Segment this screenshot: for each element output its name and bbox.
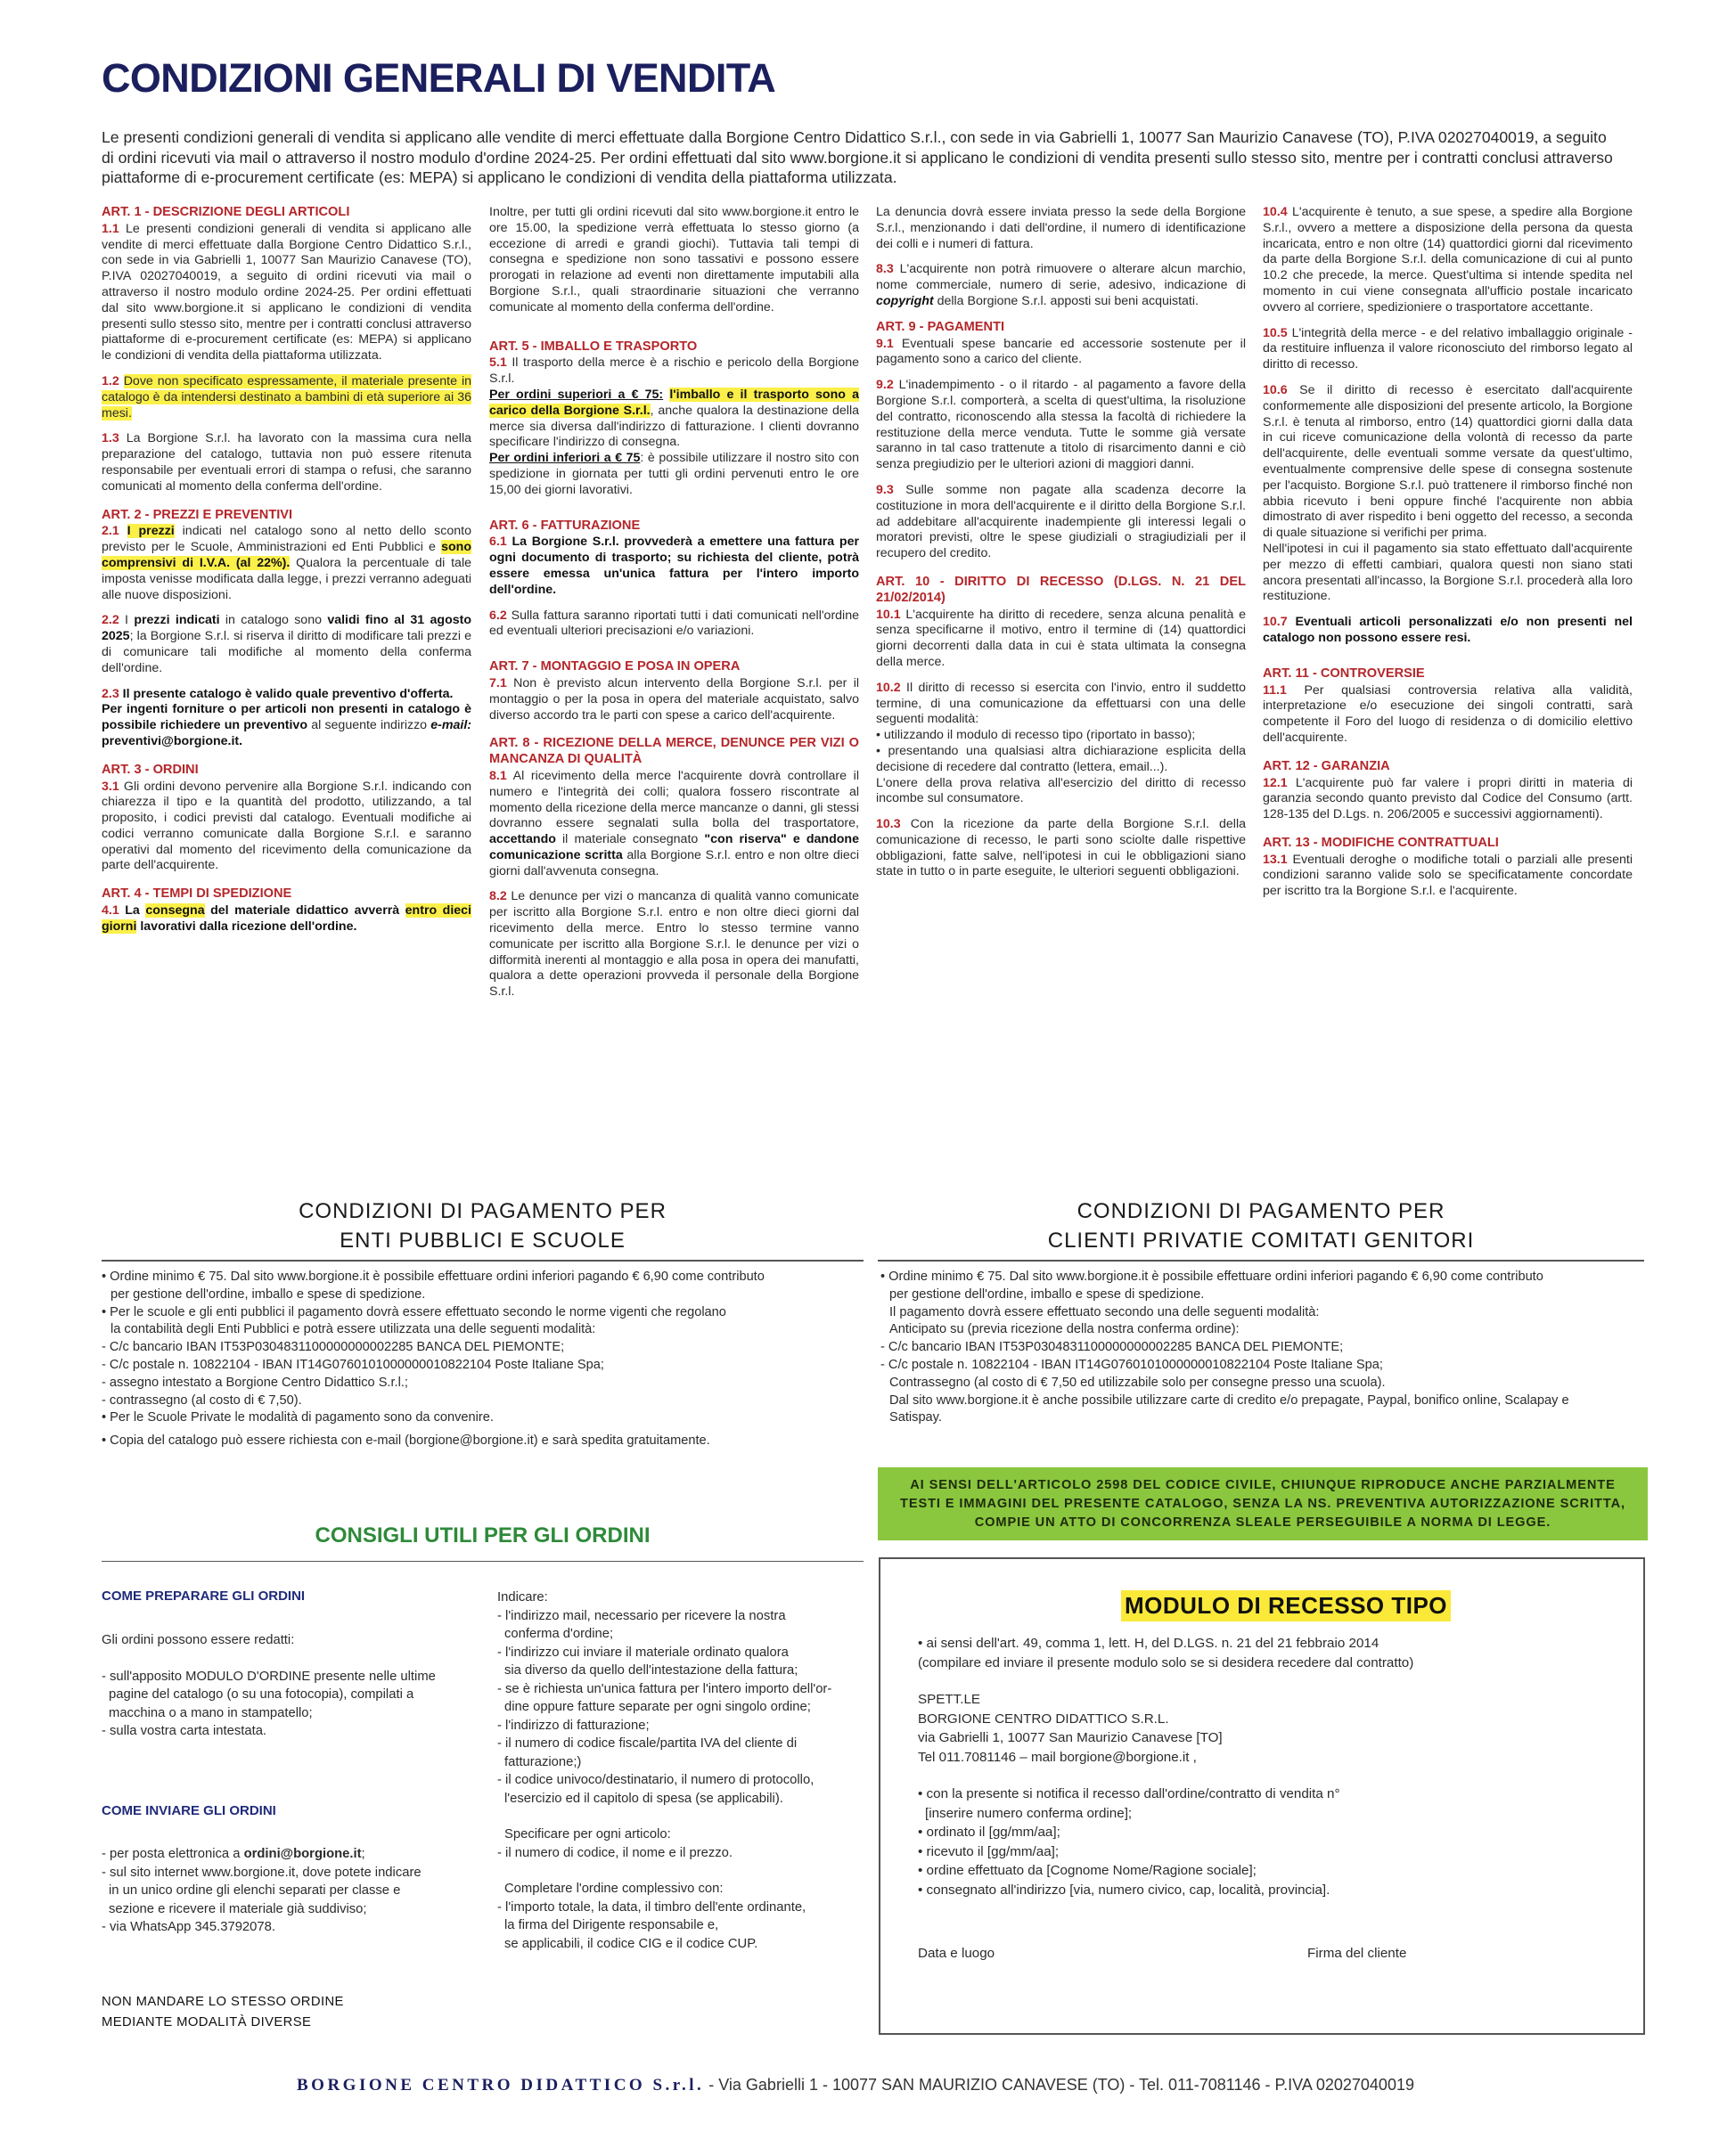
article-paragraph: 8.2 Le denunce per vizi o mancanza di qualità vanno comunicate per iscritto alla Borgione S.r.l. entro e non oltre dieci giorni dal ricevimento della merce. Entro lo stesso termine vanno comunicate per iscritto alla Borgione S.r.l. le denunce per vizi o difformità inerenti al montaggio e alla posa in opera dei manufatti, qualora a dette operazioni provveda il personale della Borgione S.r.l. xyxy=(489,889,859,1000)
list-item: Contrassegno (al costo di € 7,50 ed utilizzabile solo per consegne presso una scuola). xyxy=(889,1375,1386,1390)
payment-private-title: CONDIZIONI DI PAGAMENTO PER CLIENTI PRIVATIE COMITATI GENITORI xyxy=(1047,1199,1475,1253)
list-item: Satispay. xyxy=(889,1410,942,1425)
text-line: • ordinato il [gg/mm/aa]; xyxy=(918,1825,1060,1840)
list-item: • Ordine minimo € 75. Dal sito www.borgione.it è possibile effettuare ordini inferiori pagando € 6,90 come contributo xyxy=(880,1270,1543,1284)
text-line: sia diverso da quello dell'intestazione della fattura; xyxy=(504,1663,798,1678)
order-email-link[interactable]: ordini@borgione.it xyxy=(243,1847,362,1861)
withdrawal-form-body xyxy=(918,1634,1622,1899)
article-paragraph: 6.1 La Borgione S.r.l. provvederà a emettere una fattura per ogni documento di trasporto; su richiesta del cliente, potrà essere emessa un'unica fattura per l'intero importo dell'ordine. xyxy=(489,535,859,597)
article-paragraph: Inoltre, per tutti gli ordini ricevuti dal sito www.borgione.it entro le ore 15.00, la spedizione verrà effettuata lo stesso giorno (a eccezione di arredi e grandi giochi). Tuttavia tali tempi di consegna e spedizione non sono tassativi e possono essere prorogati in relazione ad eventi non direttamente imputabili alla Borgione S.r.l., quali straordinarie situazioni che verranno comunicate al momento della conferma dell'ordine. xyxy=(489,205,859,314)
text-line: (compilare ed inviare il presente modulo solo se si desidera recedere dal contratto) xyxy=(918,1654,1414,1670)
text-line: pagine del catalogo (o su una fotocopia), compilati a xyxy=(109,1687,414,1702)
list-item: • Per le scuole e gli enti pubblici il pagamento dovrà essere effettuato secondo le norme vigenti che regolano xyxy=(102,1304,726,1319)
text-line: l'esercizio ed il capitolo di spesa (se applicabili). xyxy=(504,1791,783,1806)
article-paragraph: Nell'ipotesi in cui il pagamento sia stato effettuato dall'acquirente per mezzo di effetti cambiari, qualora questi non siano stati ancora presentati all'incasso, la Borgione S.r.l. procederà alla loro restituzione. xyxy=(1263,541,1633,604)
article-paragraph: 8.3 L'acquirente non potrà rimuovere o alterare alcun marchio, nome commerciale, numero di serie, adesivo, indicazione di copyright della Borgione S.r.l. apposti sui beni acquistati. xyxy=(876,262,1246,308)
footer-address: - Via Gabrielli 1 - 10077 SAN MAURIZIO CANAVESE (TO) - Tel. 011-7081146 - P.IVA 02027040019 xyxy=(704,2076,1414,2094)
article-paragraph: 10.2 Il diritto di recesso si esercita con l'invio, entro il suddetto termine, di una comunicazione da effettuarsi con una delle seguenti modalità: • utilizzando il modulo di recesso tipo (riportato in basso); • presentando una qualsiasi altra dichiarazione esplicita della decisione di recedere dal contratto (lettera, email...). L'onere della prova relativa all'esercizio del diritto di recesso incombe sul consumatore. xyxy=(876,680,1246,806)
terms-column-4 xyxy=(1263,205,1633,1151)
divider xyxy=(102,1561,864,1562)
article-paragraph: 10.1 L'acquirente ha diritto di recedere, senza alcuna penalità e senza specificarne il motivo, entro il termine di (14) quattordici giorni decorrenti dalla data in cui è stata ultimata la consegna della merce. xyxy=(876,607,1246,669)
list-item: • Ordine minimo € 75. Dal sito www.borgione.it è possibile effettuare ordini inferiori pagando € 6,90 come contributo xyxy=(102,1270,765,1284)
terms-column-1 xyxy=(102,205,471,1151)
article-paragraph: 2.2 I prezzi indicati in catalogo sono validi fino al 31 agosto 2025; la Borgione S.r.l. si riserva il diritto di modificare tali prezzi e di comunicare tali modifiche al momento della conferma dell'ordine. xyxy=(102,613,471,675)
text-line: - l'indirizzo cui inviare il materiale ordinato qualora xyxy=(497,1645,789,1660)
article-heading: ART. 7 - MONTAGGIO E POSA IN OPERA xyxy=(489,659,741,674)
text-line: - l'indirizzo di fatturazione; xyxy=(497,1718,650,1733)
article-paragraph: 1.1 Le presenti condizioni generali di vendita si applicano alle vendite di merci effettuate dalla Borgione Centro Didattico S.r.l., con sede in via Gabrielli 1, 10077 San Maurizio Canavese (TO), P.IVA 02027040019, a seguito di ordini ricevuti via mail o attraverso il nostro modulo ordine 2024-25. Per ordini effettuati dal sito www.borgione.it si applicano le condizioni di vendita presenti sullo stesso sito, mentre per i contratti conclusi attraverso piattaforme di e-procurement certificate (es: MEPA) si applicano le condizioni di vendita della piattaforma utilizzata. xyxy=(102,221,471,363)
article-paragraph: 4.1 La consegna del materiale didattico avverrà entro dieci giorni lavorativi dalla ricezione dell'ordine. xyxy=(102,903,471,934)
copyright-notice: AI SENSI DELL'ARTICOLO 2598 DEL CODICE CIVILE, CHIUNQUE RIPRODUCE ANCHE PARZIALMENTE TESTI E IMMAGINI DEL PRESENTE CATALOGO, SENZA LA NS. PREVENTIVA AUTORIZZAZIONE SCRITTA, COMPIE UN ATTO DI CONCORRENZA SLEALE PERSEGUIBILE A NORMA DI LEGGE. xyxy=(878,1467,1648,1540)
list-item: Il pagamento dovrà essere effettuato secondo una delle seguenti modalità: xyxy=(889,1304,1320,1319)
text-line: - via WhatsApp 345.3792078. xyxy=(102,1920,275,1934)
warning-text: NON MANDARE LO STESSO ORDINE MEDIANTE MODALITÀ DIVERSE xyxy=(102,1995,344,2029)
text-line: Gli ordini possono essere redatti: xyxy=(102,1633,295,1647)
article-heading: ART. 9 - PAGAMENTI xyxy=(876,319,1005,334)
divider xyxy=(102,1260,864,1262)
article-heading: ART. 8 - RICEZIONE DELLA MERCE, DENUNCE PER VIZI O MANCANZA DI QUALITÀ xyxy=(489,736,859,767)
text-line: SPETT.LE xyxy=(918,1692,981,1707)
list-item: • Copia del catalogo può essere richiesta con e-mail (borgione@borgione.it) e sarà spedita gratuitamente. xyxy=(102,1433,710,1449)
order-details-instructions xyxy=(497,1588,867,1953)
article-heading: ART. 4 - TEMPI DI SPEDIZIONE xyxy=(102,886,292,902)
article-paragraph: Per ordini inferiori a € 75: è possibile utilizzare il nostro sito con spedizione in giornata per tutti gli ordini pervenuti entro le ore 15,00 dei giorni lavorativi. xyxy=(489,451,859,497)
list-item: - C/c postale n. 10822104 - IBAN IT14G0760101000000010822104 Poste Italiane Spa; xyxy=(880,1357,1383,1372)
article-paragraph: 2.1 I prezzi indicati nel catalogo sono al netto dello sconto previsto per le Scuole, Amministrazioni ed Enti Pubblici e sono comprensivi di I.V.A. (al 22%). Qualora la percentuale di tale imposta venisse modificata dalla legge, i prezzi verranno adeguati alle nuove disposizioni. xyxy=(102,524,471,602)
text-line: - sul sito internet www.borgione.it, dove potete indicare xyxy=(102,1865,422,1880)
text-line: macchina o a mano in stampatello; xyxy=(109,1705,313,1720)
article-paragraph: 3.1 Gli ordini devono pervenire alla Borgione S.r.l. indicando con chiarezza il tipo e la quantità del prodotto, utilizzando, a tal proposito, i codici previsti dal catalogo. Eventuali modifiche ai codici verranno comunicate dalla Borgione S.r.l. e saranno operativi dal momento del ricevimento della comunicazione da parte dell'acquirente. xyxy=(102,779,471,873)
list-item: la contabilità degli Enti Pubblici e potrà essere utilizzata una delle seguenti modalità: xyxy=(111,1322,596,1337)
prep-heading: COME PREPARARE GLI ORDINI xyxy=(102,1588,306,1604)
article-paragraph: 5.1 Il trasporto della merce è a rischio e pericolo della Borgione S.r.l. xyxy=(489,355,859,387)
payment-public-title: CONDIZIONI DI PAGAMENTO PER ENTI PUBBLICI E SCUOLE xyxy=(299,1199,667,1253)
text-line: fatturazione;) xyxy=(504,1754,582,1769)
text-line: - sulla vostra carta intestata. xyxy=(102,1724,267,1738)
article-paragraph: 12.1 L'acquirente può far valere i propri diritti in materia di garanzia secondo quanto previsto dal Codice del Consumo (artt. 128-135 del D.Lgs. n. 206/2005 e successivi aggiornamenti). xyxy=(1263,775,1633,822)
text-line: Tel 011.7081146 – mail borgione@borgione.it , xyxy=(918,1749,1197,1765)
article-paragraph: Per ordini superiori a € 75: l'imballo e il trasporto sono a carico della Borgione S.r.l., anche qualora la destinazione della merce sia diversa dall'indirizzo di fatturazione. I clienti dovranno specificare l'indirizzo di consegna. xyxy=(489,387,859,450)
text-line: se applicabili, il codice CIG e il codice CUP. xyxy=(504,1936,758,1951)
text-line: • ordine effettuato da [Cognome Nome/Ragione sociale]; xyxy=(918,1863,1257,1878)
list-item: - C/c bancario IBAN IT53P0304831100000000002285 BANCA DEL PIEMONTE; xyxy=(880,1340,1344,1355)
article-heading: ART. 11 - CONTROVERSIE xyxy=(1263,666,1425,681)
article-paragraph: 9.2 L'inadempimento - o il ritardo - al pagamento a favore della Borgione S.r.l. comporterà, a scelta di quest'ultima, la risoluzione del contratto, riconoscendo alla stessa la facoltà di richiedere la restituzione della merce venduta. Tutte le somme già versate saranno in tal caso trattenute a titolo di risarcimento danni e ciò senza pregiudizio per le ulteriori azioni di maggiori danni. xyxy=(876,378,1246,472)
text-line: - il numero di codice, il nome e il prezzo. xyxy=(497,1845,733,1860)
list-item: per gestione dell'ordine, imballo e spese di spedizione. xyxy=(111,1286,426,1302)
indicare-heading: Indicare: xyxy=(497,1590,548,1605)
text-line: • ai sensi dell'art. 49, comma 1, lett. H, del D.LGS. n. 21 del 21 febbraio 2014 xyxy=(918,1636,1379,1651)
article-heading: ART. 5 - IMBALLO E TRASPORTO xyxy=(489,339,698,354)
text-line: - il codice univoco/destinatario, il numero di protocollo, xyxy=(497,1773,815,1787)
list-item: • Per le Scuole Private le modalità di pagamento sono da convenire. xyxy=(102,1410,494,1425)
send-instructions xyxy=(102,1845,458,1937)
text-line: • ricevuto il [gg/mm/aa]; xyxy=(918,1843,1060,1859)
client-signature-label: Firma del cliente xyxy=(1307,1946,1407,1961)
list-item: Anticipato su (previa ricezione della nostra conferma ordine): xyxy=(889,1322,1240,1337)
article-paragraph: 10.3 Con la ricezione da parte della Borgione S.r.l. della comunicazione di recesso, le parti sono sciolte dalle rispettive obbligazioni, fatte salve, nell'ipotesi in cui le obbligazioni siano state in tutto o in parte eseguite, le ulteriori seguenti obbligazioni. xyxy=(876,817,1246,879)
list-item: Dal sito www.borgione.it è anche possibile utilizzare carte di credito e/o prepagate, Paypal, bonifico online, Scalapay e xyxy=(889,1392,1569,1408)
footer-company: BORGIONE CENTRO DIDATTICO S.r.l. xyxy=(297,2076,705,2095)
text-line: - per posta elettronica a ordini@borgione.it; xyxy=(102,1847,365,1861)
article-paragraph: 6.2 Sulla fattura saranno riportati tutti i dati comunicati nell'ordine ed eventuali ulteriori precisazioni e/o variazioni. xyxy=(489,608,859,639)
divider xyxy=(878,1260,1644,1262)
list-item: - assegno intestato a Borgione Centro Didattico S.r.l.; xyxy=(102,1375,408,1390)
article-paragraph: 13.1 Eventuali deroghe o modifiche totali o parziali alle presenti condizioni saranno valide solo se specificatamente concordate per iscritto tra la Borgione S.r.l. e l'acquirente. xyxy=(1263,852,1633,899)
page-title: CONDIZIONI GENERALI DI VENDITA xyxy=(102,55,776,101)
text-line: sezione e ricevere il materiale già suddiviso; xyxy=(109,1901,367,1916)
article-heading: ART. 10 - DIRITTO DI RECESSO (D.LGS. N. 21 DEL 21/02/2014) xyxy=(876,574,1246,605)
highlighted-text: Dove non specificato espressamente, il materiale presente in catalogo è da intendersi destinato a bambini di età superiore ai 36 mesi. xyxy=(102,373,471,421)
article-heading: ART. 1 - DESCRIZIONE DEGLI ARTICOLI xyxy=(102,205,350,219)
text-line: in un unico ordine gli elenchi separati per classe e xyxy=(109,1883,401,1898)
article-heading: ART. 3 - ORDINI xyxy=(102,762,199,777)
article-paragraph: 1.3 La Borgione S.r.l. ha lavorato con la massima cura nella preparazione del catalogo, tuttavia non può essere ritenuta responsabile per eventuali errori di stampa o refusi, che saranno comunicati al momento della conferma dell'ordine. xyxy=(102,431,471,494)
text-line: la firma del Dirigente responsabile e, xyxy=(504,1918,719,1932)
send-heading: COME INVIARE GLI ORDINI xyxy=(102,1803,276,1818)
article-paragraph: 8.1 Al ricevimento della merce l'acquirente dovrà controllare il numero e l'integrità dei colli; qualora fossero riscontrate al momento della ricezione della merce mancanze o danni, gli stessi dovranno essere segnalati sulla bolla del trasportatore, accettando il materiale consegnato "con riserva" e dandone comunicazione scritta alla Borgione S.r.l. entro e non oltre dieci giorni dall'avvenuta consegna. xyxy=(489,768,859,878)
withdrawal-form-title: MODULO DI RECESSO TIPO xyxy=(1121,1590,1451,1621)
article-paragraph: 9.3 Sulle somme non pagate alla scadenza decorre la costituzione in mora dell'acquirente e il diritto della Borgione S.r.l. ad addebitare all'acquirente inadempiente gli interessi legali o moratori previsti, oltre le spese giudiziali o stragiudiziali per il recupero del credito. xyxy=(876,482,1246,561)
article-paragraph: 7.1 Non è previsto alcun intervento della Borgione S.r.l. per il montaggio o per la posa in opera del materiale acquistato, salvo diverso accordo tra le parti con spese a carico dell'acquirente. xyxy=(489,675,859,723)
footer xyxy=(0,2076,1711,2095)
article-paragraph: 10.7 Eventuali articoli personalizzati e/o non presenti nel catalogo non possono essere resi. xyxy=(1263,615,1633,645)
article-paragraph: 2.3 Il presente catalogo è valido quale preventivo d'offerta. Per ingenti forniture o per articoli non presenti in catalogo è possibile richiedere un preventivo al seguente indirizzo e-mail: preventivi@borgione.it. xyxy=(102,686,471,748)
list-item: - C/c bancario IBAN IT53P0304831100000000002285 BANCA DEL PIEMONTE; xyxy=(102,1340,565,1355)
payment-private-list xyxy=(880,1269,1644,1427)
text-line: • con la presente si notifica il recesso dall'ordine/contratto di vendita n° xyxy=(918,1786,1340,1801)
terms-column-3 xyxy=(876,205,1246,1151)
text-line: - l'indirizzo mail, necessario per ricevere la nostra xyxy=(497,1608,786,1623)
text-line: conferma d'ordine; xyxy=(504,1627,614,1641)
article-paragraph: 10.4 L'acquirente è tenuto, a sue spese, a spedire alla Borgione S.r.l., ovvero a mettere a disposizione della persona da questa incaricata, entro e non oltre (14) quattordici giorni dal ricevimento da parte della Borgione S.r.l. della comunicazione di cui al punto 10.2 che precede, la merce. Quest'ultima si intende spedita nel momento in cui viene consegnata all'ufficio postale incaricato ovvero al corriere, spedizioniere o trasportatore accettante. xyxy=(1263,205,1633,314)
text-line: BORGIONE CENTRO DIDATTICO S.R.L. xyxy=(918,1711,1169,1727)
text-line: [inserire numero conferma ordine]; xyxy=(925,1805,1133,1821)
list-item: per gestione dell'ordine, imballo e spese di spedizione. xyxy=(889,1286,1205,1302)
intro-paragraph: Le presenti condizioni generali di vendita si applicano alle vendite di merci effettuate dalla Borgione Centro Didattico S.r.l., con sede in via Gabrielli 1, 10077 San Maurizio Canavese (TO), P.IVA 02027040019, a seguito di ordini ricevuti via mail o attraverso il nostro modulo d'ordine 2024-25. Per ordini effettuati dal sito www.borgione.it si applicano le condizioni di vendita presenti sullo stesso sito, mentre per i contratti conclusi attraverso piattaforme di e-procurement certificate (es: MEPA) si applicano le condizioni di vendita della piattaforma utilizzata. xyxy=(102,128,1613,186)
text-line: Specificare per ogni articolo: xyxy=(504,1827,671,1842)
article-heading: ART. 6 - FATTURAZIONE xyxy=(489,518,641,533)
prep-instructions xyxy=(102,1631,458,1741)
text-line: Completare l'ordine complessivo con: xyxy=(504,1882,724,1896)
consigli-title: CONSIGLI UTILI PER GLI ORDINI xyxy=(315,1523,651,1548)
text-line: dine oppure fatture separate per ogni singolo ordine; xyxy=(504,1700,811,1714)
text-line: - l'importo totale, la data, il timbro dell'ente ordinante, xyxy=(497,1899,806,1915)
article-paragraph: 10.5 L'integrità della merce - e del relativo imballaggio originale - da restituire influenza il valore riconosciuto del rimborso legato al diritto di recesso. xyxy=(1263,325,1633,372)
article-paragraph: 1.2 Dove non specificato espressamente, il materiale presente in catalogo è da intendersi destinato a bambini di età superiore ai 36 mesi. xyxy=(102,373,471,421)
article-heading: ART. 13 - MODIFICHE CONTRATTUALI xyxy=(1263,835,1499,850)
text-line: via Gabrielli 1, 10077 San Maurizio Canavese [TO] xyxy=(918,1730,1223,1745)
list-item: - C/c postale n. 10822104 - IBAN IT14G0760101000000010822104 Poste Italiane Spa; xyxy=(102,1357,604,1372)
article-paragraph: 10.6 Se il diritto di recesso è esercitato dall'acquirente conformemente alle disposizioni del presente articolo, la Borgione S.r.l. è tenuta al rimborso, entro (14) quattordici giorni dalla data in cui riceve comunicazione della volontà di recesso da parte dell'acquirente, delle eventuali somme versate da quest'ultimo, eventualmente comprensive delle spese di consegna sostenute per l'acquisto. Borgione S.r.l. può trattenere il rimborso finché non abbia ricevuto i beni oppure finché l'acquirente non abbia dimostrato di aver rispedito i beni oggetto del recesso, a seconda di quale situazione si verifichi per prima. xyxy=(1263,382,1633,541)
article-heading: ART. 2 - PREZZI E PREVENTIVI xyxy=(102,507,293,522)
article-heading: ART. 12 - GARANZIA xyxy=(1263,758,1390,773)
text-line: • consegnato all'indirizzo [via, numero civico, cap, località, provincia]. xyxy=(918,1882,1330,1898)
list-item: - contrassegno (al costo di € 7,50). xyxy=(102,1392,302,1408)
date-place-label: Data e luogo xyxy=(918,1946,995,1961)
article-paragraph: 11.1 Per qualsiasi controversia relativa alla validità, interpretazione e/o esecuzione dei singoli contratti, sarà competente il Foro del luogo di residenza o di domicilio elettivo dell'acquirente. xyxy=(1263,682,1633,745)
article-paragraph: 9.1 Eventuali spese bancarie ed accessorie sostenute per il pagamento sono a carico del cliente. xyxy=(876,336,1246,367)
text-line: - il numero di codice fiscale/partita IVA del cliente di xyxy=(497,1736,798,1751)
article-paragraph: La denuncia dovrà essere inviata presso la sede della Borgione S.r.l., menzionando i dati dell'ordine, il numero di identificazione dei colli e i numeri di fattura. xyxy=(876,205,1246,251)
text-line: - sull'apposito MODULO D'ORDINE presente nelle ultime xyxy=(102,1669,436,1684)
text-line: - se è richiesta un'unica fattura per l'intero importo dell'or- xyxy=(497,1681,832,1696)
payment-public-list xyxy=(102,1269,864,1450)
terms-column-2 xyxy=(489,205,859,1151)
